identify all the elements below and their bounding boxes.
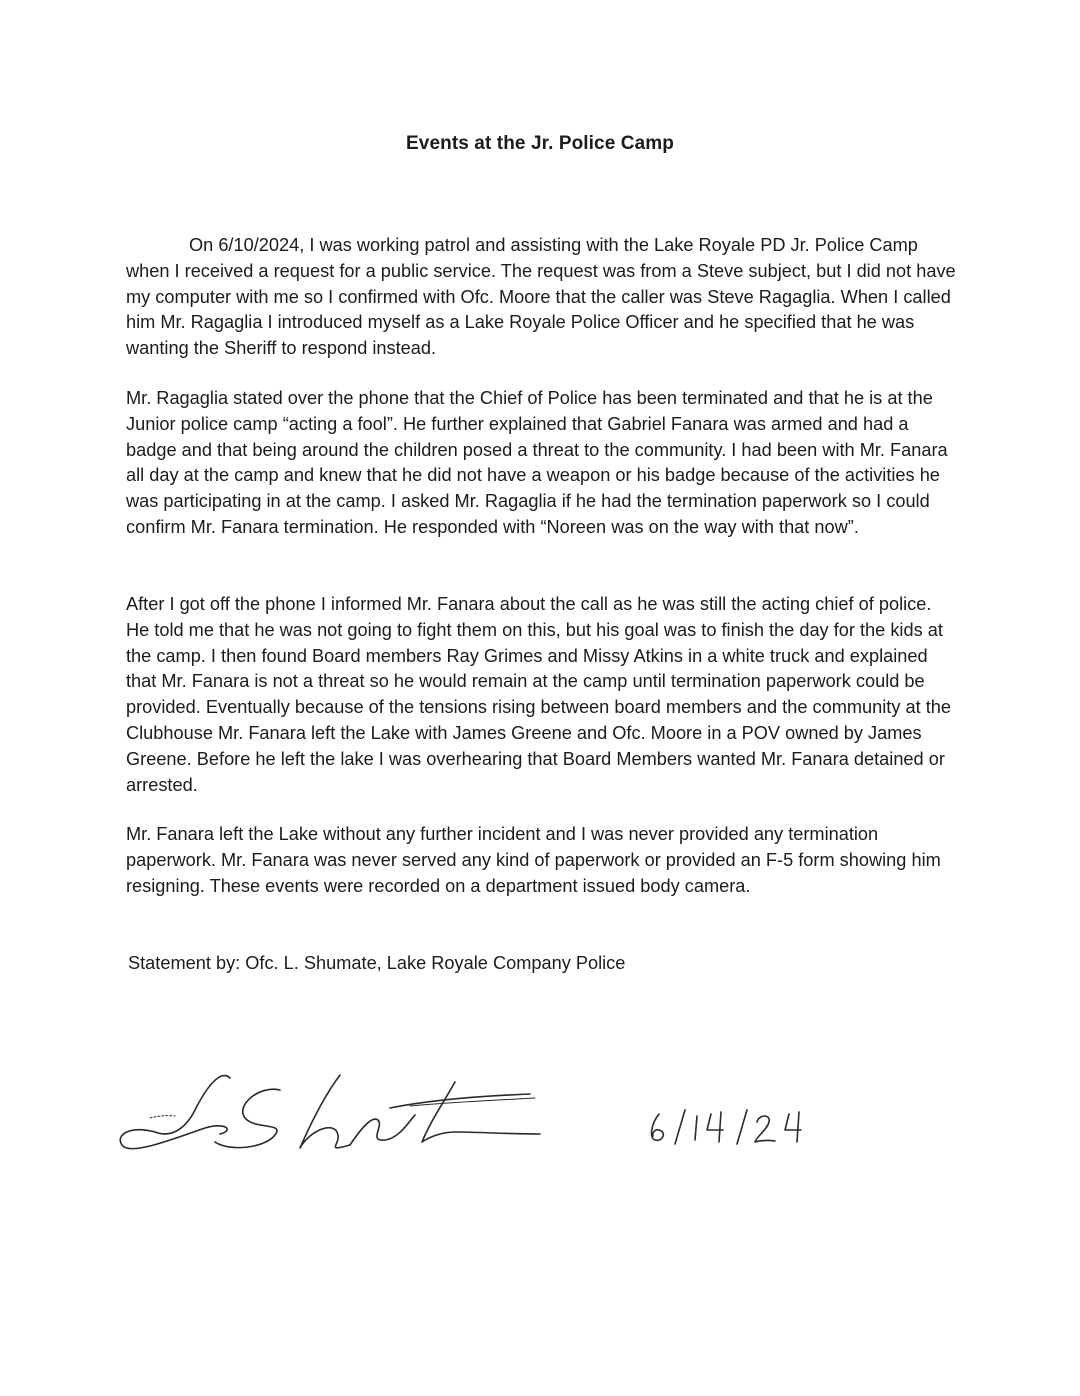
paragraph-1: On 6/10/2024, I was working patrol and assisting with the Lake Royale PD Jr. Police Camp when I received a request for a public service. The request was from a Steve subject, but I did not have my computer with me so I confirmed with Ofc. Moore that the caller was Steve Ragaglia. When I called him Mr. Ragaglia I introduced myself as a Lake Royale Police Officer and he specified that he was wanting the Sheriff to respond instead. <box>126 235 956 359</box>
paragraph-4: Mr. Fanara left the Lake without any further incident and I was never provided any termination paperwork. Mr. Fanara was never served any kind of paperwork or provided an F-5 form showing him resigning. These events were recorded on a department issued body camera. <box>126 824 941 896</box>
handwritten-date <box>645 1100 845 1160</box>
paragraph-2: Mr. Ragaglia stated over the phone that the Chief of Police has been terminated and that he is at the Junior police camp “acting a fool”. He further explained that Gabriel Fanara was armed and had a badge and that being around the children posed a threat to the community. I had been with Mr. Fanara all day at the camp and knew that he did not have a weapon or his badge because of the activities he was participating in at the camp. I asked Mr. Ragaglia if he had the termination paperwork so I could confirm Mr. Fanara termination. He responded with “Noreen was on the way with that now”. <box>126 388 948 537</box>
paragraph-3: After I got off the phone I informed Mr. Fanara about the call as he was still the acting chief of police. He told me that he was not going to fight them on this, but his goal was to finish the day for the kids at the camp. I then found Board members Ray Grimes and Missy Atkins in a white truck and explained that Mr. Fanara is not a threat so he would remain at the camp until termination paperwork could be provided. Eventually because of the tensions rising between board members and the community at the Clubhouse Mr. Fanara left the Lake with James Greene and Ofc. Moore in a POV owned by James Greene. Before he left the lake I was overhearing that Board Members wanted Mr. Fanara detained or arrested. <box>126 594 951 795</box>
handwritten-signature <box>110 1060 550 1170</box>
document-title: Events at the Jr. Police Camp <box>406 133 674 154</box>
statement-line: Statement by: Ofc. L. Shumate, Lake Royale Company Police <box>128 953 626 973</box>
